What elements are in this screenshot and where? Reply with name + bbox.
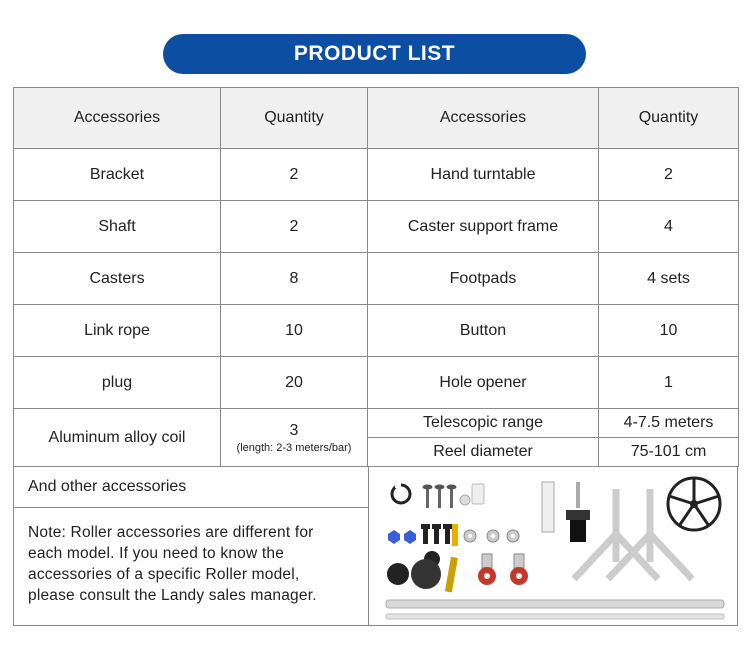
- coil-quantity: 3: [289, 421, 299, 439]
- header-quantity-2: Quantity: [599, 88, 739, 149]
- accessory-cell: plug: [14, 357, 221, 409]
- quantity-cell: [221, 409, 368, 467]
- table-header-row: [14, 88, 739, 149]
- quantity-cell: 2: [221, 149, 368, 201]
- product-list-banner: [163, 34, 586, 74]
- hole-opener-icon: [445, 557, 458, 593]
- table-row: [14, 201, 739, 253]
- table-row: [14, 253, 739, 305]
- note-line: accessories of a specific Roller model,: [28, 566, 300, 583]
- header-accessories-2: Accessories: [368, 88, 599, 149]
- reel-wheel-icon: [668, 478, 720, 530]
- table-row-coil: [14, 409, 739, 438]
- accessory-cell: Shaft: [14, 201, 221, 253]
- note-line: each model. If you need to know the: [28, 545, 285, 562]
- quantity-cell: 4-7.5 meters: [599, 409, 739, 438]
- product-table: [13, 87, 739, 467]
- washer-icon: [460, 495, 470, 505]
- screw-icon: [423, 485, 457, 509]
- hand-turntable-icon: [566, 482, 590, 542]
- accessory-cell: Bracket: [14, 149, 221, 201]
- bracket-icon: [542, 482, 554, 532]
- quantity-cell: 2: [599, 149, 739, 201]
- quantity-cell: 1: [599, 357, 739, 409]
- plug-icon: [472, 484, 484, 504]
- accessory-cell: Telescopic range: [368, 409, 599, 438]
- header-quantity-1: Quantity: [221, 88, 368, 149]
- accessory-cell: Hole opener: [368, 357, 599, 409]
- accessories-photo: [368, 474, 732, 622]
- note-line: Note: Roller accessories are different for: [28, 524, 314, 541]
- bolt-icon: [452, 524, 458, 546]
- caster-support-frame-icon: [574, 489, 692, 579]
- accessory-cell: Hand turntable: [368, 149, 599, 201]
- accessory-cell: Button: [368, 305, 599, 357]
- header-accessories-1: Accessories: [14, 88, 221, 149]
- accessory-cell: Aluminum alloy coil: [14, 409, 221, 467]
- quantity-cell: 10: [221, 305, 368, 357]
- quantity-cell: 75-101 cm: [599, 438, 739, 467]
- quantity-cell: 4 sets: [599, 253, 739, 305]
- table-row: [14, 357, 739, 409]
- table-row: [14, 305, 739, 357]
- quantity-cell: 2: [221, 201, 368, 253]
- note-line: please consult the Landy sales manager.: [28, 587, 317, 604]
- footpad-icon: [387, 559, 441, 589]
- table-row: [14, 149, 739, 201]
- coil-length-note: (length: 2-3 meters/bar): [236, 441, 352, 454]
- quantity-cell: 8: [221, 253, 368, 305]
- quantity-cell: 4: [599, 201, 739, 253]
- other-accessories-label: And other accessories: [14, 466, 368, 508]
- nut-icon: [388, 530, 416, 544]
- quantity-cell: 20: [221, 357, 368, 409]
- banner-title: PRODUCT LIST: [293, 42, 456, 65]
- bolt-icon: [421, 524, 452, 544]
- accessory-cell: Reel diameter: [368, 438, 599, 467]
- accessory-cell: Link rope: [14, 305, 221, 357]
- accessory-cell: Footpads: [368, 253, 599, 305]
- notes-panel: [14, 466, 369, 625]
- accessory-cell: Caster support frame: [368, 201, 599, 253]
- accessory-cell: Casters: [14, 253, 221, 305]
- note-text: [14, 508, 368, 606]
- circlip-icon: [392, 482, 410, 503]
- quantity-cell: 10: [599, 305, 739, 357]
- nut-icon: [464, 530, 519, 542]
- shaft-icon: [386, 600, 724, 619]
- caster-icon: [478, 554, 528, 585]
